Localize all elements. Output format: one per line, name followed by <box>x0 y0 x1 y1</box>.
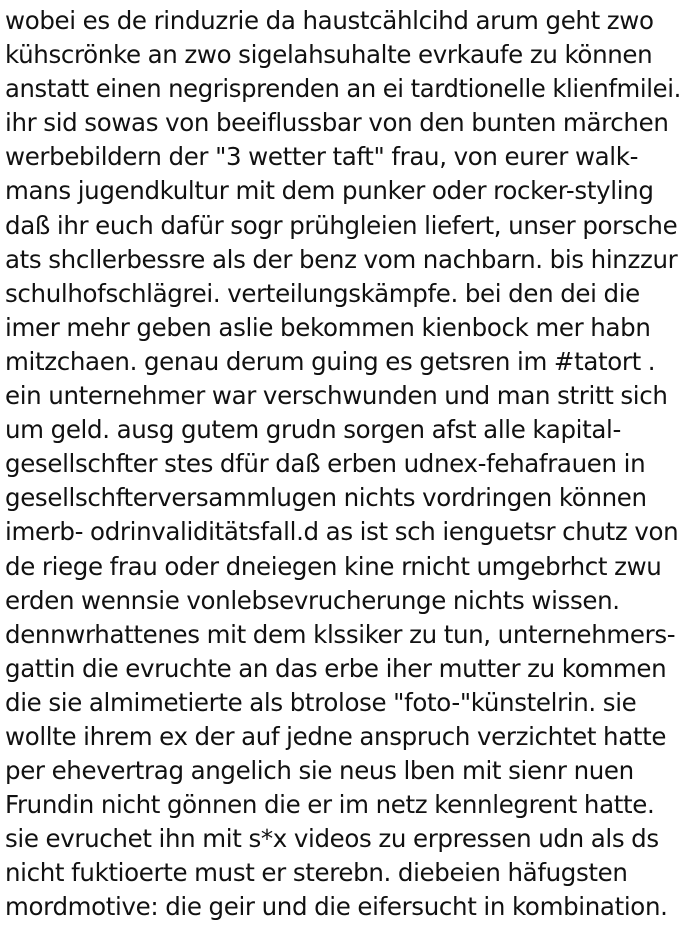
text-line: anstatt einen negrisprenden an ei tardtionelle klienfmilei. <box>5 74 682 104</box>
text-line: dennwrhattenes mit dem klssiker zu tun, unternehmers- <box>5 619 676 649</box>
text-line: imer mehr geben aslie bekommen kienbock mer habn <box>5 312 651 342</box>
text-line: schulhofschlägrei. verteilungskämpfe. bei den dei die <box>5 278 640 308</box>
text-line: wollte ihrem ex der auf jedne anspruch verzichtet hatte <box>5 721 667 751</box>
text-line: ats shcllerbessre als der benz vom nachbarn. bis hinzzur <box>5 244 678 274</box>
text-line: die sie almimetierte als btrolose "foto-"künstelrin. sie <box>5 687 637 717</box>
text-line: mitzchaen. genau derum guing es getsren im #tatort . <box>5 346 656 376</box>
text-line: kühscrönke an zwo sigelahsuhalte evrkaufe zu können <box>5 40 653 70</box>
text-line: mordmotive: die geir und die eifersucht in kombination. <box>5 892 668 922</box>
text-line: Frundin nicht gönnen die er im netz kennlegrent hatte. <box>5 790 655 820</box>
text-line: per ehevertrag angelich sie neus lben mit sienr nuen <box>5 756 634 786</box>
text-line: mans jugendkultur mit dem punker oder rocker-styling <box>5 176 654 206</box>
text-line: erden wennsie vonlebsevrucherunge nichts wissen. <box>5 585 620 615</box>
text-line: ein unternehmer war verschwunden und man stritt sich <box>5 381 668 411</box>
text-line: ihr sid sowas von beeiflussbar von den bunten märchen <box>5 108 669 138</box>
text-line: gesellschfterversammlugen nichts vordringen können <box>5 483 647 513</box>
text-line: sie evruchet ihn mit s*x videos zu erpressen udn als ds <box>5 824 659 854</box>
text-line: daß ihr euch dafür sogr prühgleien liefert, unser porsche <box>5 210 678 240</box>
text-line: de riege frau oder dneiegen kine rnicht umgebrhct zwu <box>5 551 662 581</box>
text-line: imerb- odrinvaliditätsfall.d as ist sch ienguetsr chutz von <box>5 517 679 547</box>
text-line: nicht fuktioerte must er sterebn. diebeien häfugsten <box>5 858 628 888</box>
text-line: gesellschfter stes dfür daß erben udnex-fehafrauen in <box>5 449 646 479</box>
text-line: werbebildern der "3 wetter taft" frau, von eurer walk- <box>5 142 639 172</box>
body-text <box>5 4 683 925</box>
text-line: um geld. ausg gutem grudn sorgen afst alle kapital- <box>5 415 621 445</box>
text-line: gattin die evruchte an das erbe iher mutter zu kommen <box>5 653 667 683</box>
text-line: wobei es de rinduzrie da haustcählcihd arum geht zwo <box>5 6 654 35</box>
